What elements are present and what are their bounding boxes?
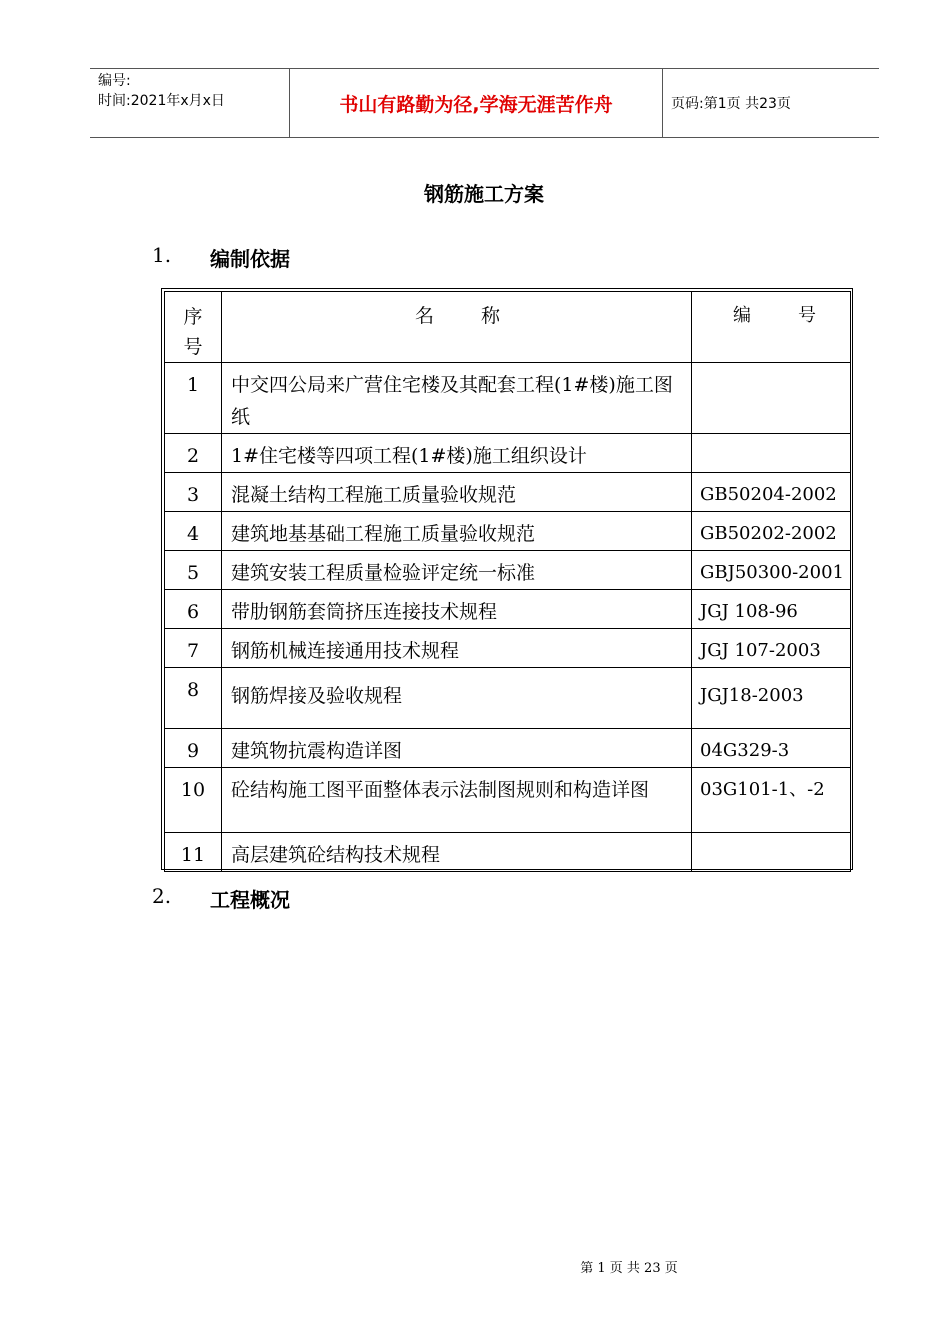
table-row — [165, 363, 851, 434]
number-label: 编号: — [98, 73, 131, 89]
row-code — [692, 833, 851, 872]
table-row — [165, 512, 851, 551]
header-meta — [90, 69, 290, 137]
row-index: 8 — [165, 668, 222, 729]
row-name: 高层建筑砼结构技术规程 — [222, 833, 692, 872]
row-code: JGJ18-2003 — [692, 668, 851, 729]
row-name: 混凝土结构工程施工质量验收规范 — [222, 473, 692, 512]
page-header — [90, 68, 879, 138]
section-number: 2. — [152, 884, 172, 908]
section-heading-2 — [152, 884, 290, 913]
row-code: GBJ50300-2001 — [692, 551, 851, 590]
table-row — [165, 768, 851, 833]
row-index: 3 — [165, 473, 222, 512]
table-row — [165, 434, 851, 473]
table-row — [165, 473, 851, 512]
row-code: 03G101-1、-2 — [692, 768, 851, 833]
header-index: 序 号 — [165, 292, 222, 363]
row-name: 钢筋机械连接通用技术规程 — [222, 629, 692, 668]
row-index: 6 — [165, 590, 222, 629]
section-heading-1 — [152, 243, 290, 272]
row-code: GB50202-2002 — [692, 512, 851, 551]
table-row — [165, 590, 851, 629]
row-name: 建筑地基基础工程施工质量验收规范 — [222, 512, 692, 551]
row-index: 5 — [165, 551, 222, 590]
row-index: 2 — [165, 434, 222, 473]
header-motto: 书山有路勤为径,学海无涯苦作舟 — [290, 69, 663, 137]
page-footer: 第 1 页 共 23 页 — [580, 1261, 678, 1276]
reference-table-frame — [161, 288, 853, 870]
row-index: 1 — [165, 363, 222, 434]
row-index: 9 — [165, 729, 222, 768]
document-title: 钢筋施工方案 — [424, 182, 544, 206]
header-name: 名 称 — [222, 292, 692, 363]
table-row — [165, 729, 851, 768]
header-code: 编 号 — [692, 292, 851, 363]
header-page-info: 页码:第1页 共23页 — [671, 96, 791, 112]
reference-table — [164, 291, 851, 872]
section-title: 编制依据 — [210, 247, 290, 271]
row-index: 7 — [165, 629, 222, 668]
row-name: 中交四公局来广营住宅楼及其配套工程(1#楼)施工图纸 — [222, 363, 692, 434]
table-header-row — [165, 292, 851, 363]
row-name: 建筑安装工程质量检验评定统一标准 — [222, 551, 692, 590]
table-row — [165, 629, 851, 668]
row-name: 建筑物抗震构造详图 — [222, 729, 692, 768]
section-number: 1. — [152, 243, 172, 267]
table-row — [165, 551, 851, 590]
row-name: 砼结构施工图平面整体表示法制图规则和构造详图 — [222, 768, 692, 833]
time-label: 时间:2021年x月x日 — [98, 93, 225, 109]
section-title: 工程概况 — [210, 888, 290, 912]
row-index: 10 — [165, 768, 222, 833]
table-row — [165, 668, 851, 729]
row-index: 4 — [165, 512, 222, 551]
row-code: GB50204-2002 — [692, 473, 851, 512]
row-code: 04G329-3 — [692, 729, 851, 768]
row-name: 带肋钢筋套筒挤压连接技术规程 — [222, 590, 692, 629]
row-name: 钢筋焊接及验收规程 — [222, 668, 692, 729]
row-code — [692, 363, 851, 434]
row-name: 1#住宅楼等四项工程(1#楼)施工组织设计 — [222, 434, 692, 473]
row-index: 11 — [165, 833, 222, 872]
row-code: JGJ 107-2003 — [692, 629, 851, 668]
row-code — [692, 434, 851, 473]
row-code: JGJ 108-96 — [692, 590, 851, 629]
table-row — [165, 833, 851, 872]
